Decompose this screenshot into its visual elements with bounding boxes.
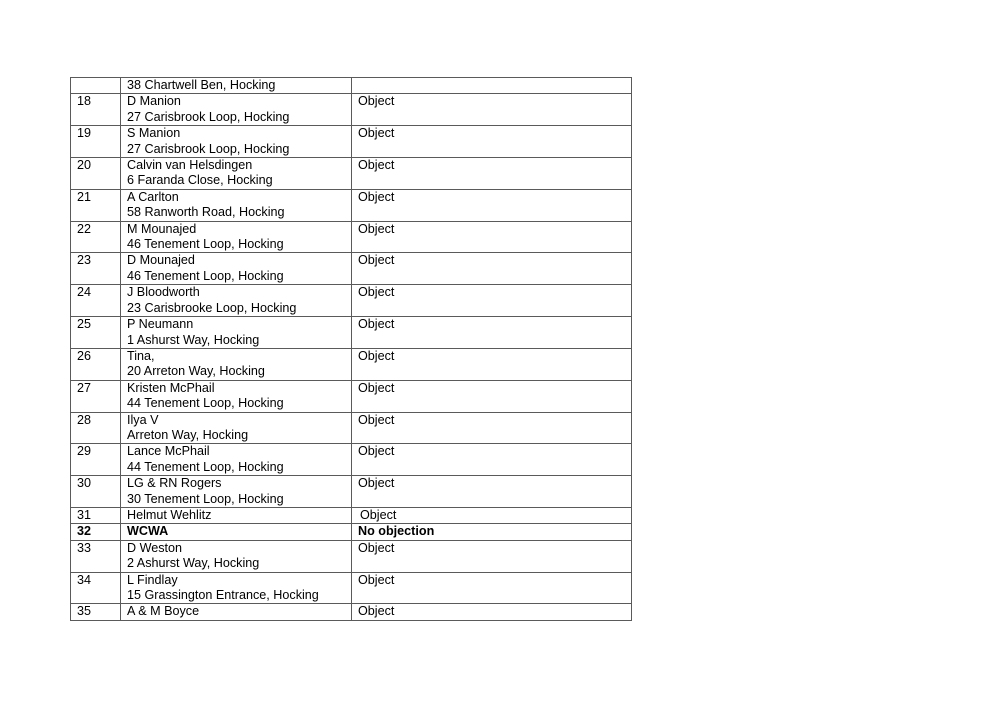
response-cell: Object [352,285,632,317]
submitter-address: 2 Ashurst Way, Hocking [127,556,260,571]
submitter-name: Calvin van Helsdingen [127,158,253,173]
response-cell: Object [352,444,632,476]
response-cell: Object [352,540,632,572]
row-number: 35 [71,604,121,620]
submitter-cell [121,253,352,285]
submitter-name: D Mounajed [127,253,195,268]
table-row [71,412,632,444]
submitter-cell [121,221,352,253]
row-number: 31 [71,507,121,523]
table-row [71,572,632,604]
response-cell: Object [352,476,632,508]
row-number: 19 [71,126,121,158]
table-row [71,604,632,620]
submitter-name: P Neumann [127,317,194,332]
row-number: 24 [71,285,121,317]
row-number: 30 [71,476,121,508]
row-number: 29 [71,444,121,476]
submitter-cell [121,380,352,412]
submitter-name: S Manion [127,126,181,141]
table-row [71,221,632,253]
row-number: 27 [71,380,121,412]
submitter-cell [121,78,352,94]
table-row [71,317,632,349]
response-cell: Object [352,253,632,285]
table-row [71,380,632,412]
submitter-cell [121,412,352,444]
submitter-address: 15 Grassington Entrance, Hocking [127,588,319,602]
submitter-cell [121,524,352,540]
submitter-cell [121,189,352,221]
row-number [71,78,121,94]
table-row [71,507,632,523]
submitter-name: D Manion [127,94,181,109]
response-cell: Object [352,189,632,221]
submissions-table [70,77,632,621]
submitter-name: Kristen McPhail [127,380,215,395]
response-cell: Object [352,126,632,158]
table-row [71,78,632,94]
table-row [71,94,632,126]
submitter-address: 30 Tenement Loop, Hocking [127,491,284,506]
row-number: 33 [71,540,121,572]
submitter-name: 38 Chartwell Ben, Hocking [127,78,276,92]
submitter-name: Lance McPhail [127,444,210,459]
table-row [71,285,632,317]
row-number: 25 [71,317,121,349]
submitter-address: 20 Arreton Way, Hocking [127,364,265,379]
response-cell: Object [352,317,632,349]
response-cell: Object [352,604,632,620]
submitter-name: Ilya V [127,412,159,427]
submitter-address: 44 Tenement Loop, Hocking [127,396,284,411]
row-number: 22 [71,221,121,253]
submitter-cell [121,444,352,476]
submitter-address: 46 Tenement Loop, Hocking [127,237,284,252]
row-number: 32 [71,524,121,540]
row-number: 23 [71,253,121,285]
table-row [71,540,632,572]
submitter-cell [121,540,352,572]
submitter-cell [121,158,352,190]
submitter-name: Tina, [127,348,155,363]
response-cell: Object [352,221,632,253]
row-number: 18 [71,94,121,126]
submitter-cell [121,604,352,620]
submitter-name: D Weston [127,540,183,555]
submitter-cell [121,126,352,158]
submitter-name: WCWA [127,524,169,539]
submitter-name: A Carlton [127,189,179,204]
submitter-address: 6 Faranda Close, Hocking [127,173,273,188]
table-row [71,126,632,158]
submitter-address: 1 Ashurst Way, Hocking [127,332,260,347]
submitter-cell [121,572,352,604]
submitter-address: 58 Ranworth Road, Hocking [127,205,285,220]
response-cell: Object [352,572,632,604]
response-cell: Object [352,94,632,126]
row-number: 28 [71,412,121,444]
submitter-cell [121,285,352,317]
submitter-address: 23 Carisbrooke Loop, Hocking [127,300,297,315]
submitter-name: L Findlay [127,572,178,587]
submitter-address: 27 Carisbrook Loop, Hocking [127,109,290,124]
submitter-address: 44 Tenement Loop, Hocking [127,459,284,474]
response-cell: Object [352,507,632,523]
table-row [71,444,632,476]
response-cell: Object [352,348,632,380]
row-number: 20 [71,158,121,190]
submitter-cell [121,94,352,126]
submitter-cell [121,507,352,523]
submitter-name: J Bloodworth [127,285,200,300]
submitter-cell [121,348,352,380]
table-row [71,524,632,540]
response-cell [352,78,632,94]
submitter-address: 27 Carisbrook Loop, Hocking [127,141,290,156]
row-number: 34 [71,572,121,604]
submitter-name: LG & RN Rogers [127,476,222,491]
table-row [71,476,632,508]
table-row [71,348,632,380]
submitter-cell [121,317,352,349]
submitter-address: 46 Tenement Loop, Hocking [127,268,284,283]
table-row [71,158,632,190]
row-number: 21 [71,189,121,221]
table-row [71,189,632,221]
response-cell: Object [352,158,632,190]
submitter-cell [121,476,352,508]
table-row [71,253,632,285]
submitter-address: Arreton Way, Hocking [127,427,249,442]
submitter-name: A & M Boyce [127,604,200,619]
submitter-name: Helmut Wehlitz [127,507,212,522]
response-cell: Object [352,412,632,444]
submitter-name: M Mounajed [127,221,197,236]
response-cell: Object [352,380,632,412]
row-number: 26 [71,348,121,380]
response-cell: No objection [352,524,632,540]
